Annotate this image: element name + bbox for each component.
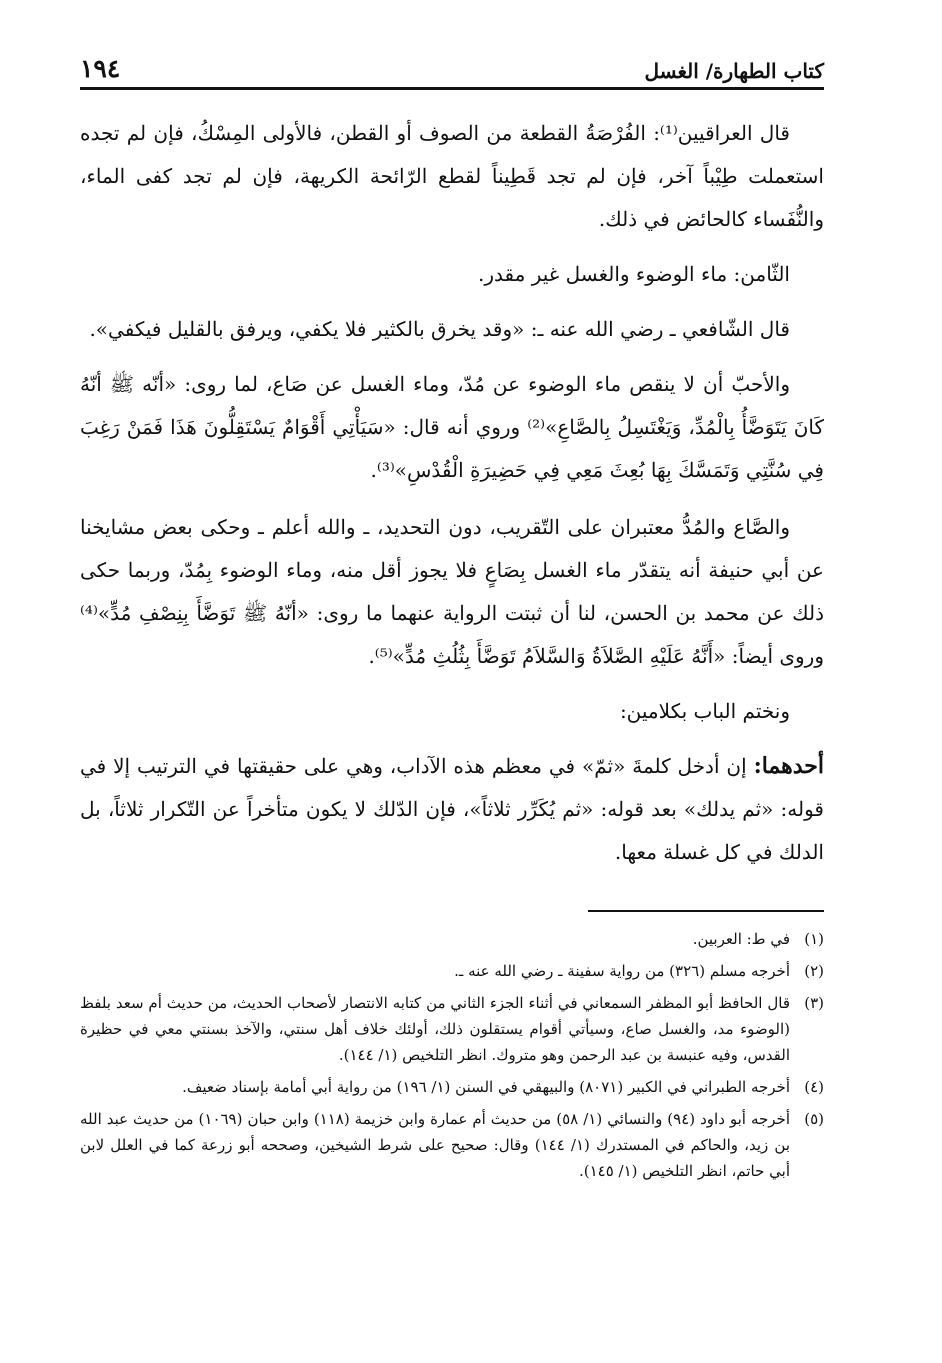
footnote-item <box>80 926 824 952</box>
paragraph-shafii: قال الشّافعي ـ رضي الله عنه ـ: «وقد يخرق بالكثير فلا يكفي، ويرفق بالقليل فيكفي». <box>89 317 790 341</box>
main-text <box>80 112 824 886</box>
first-point-text: إن أدخل كلمةَ «ثمّ» في معظم هذه الآداب، وهي على حقيقتها في الترتيب إلا في قوله: «ثم يدلك» بعد قوله: «ثم يُكَرِّر ثلاثاً»، فإن الدّلك لا يكون متأخراً عن التّكرار ثلاثاً، بل الدلك في كل غسلة معها. <box>80 754 824 864</box>
first-point-lead: أحدهما: <box>753 753 824 779</box>
footnote-text: أخرجه الطبراني في الكبير (٨٠٧١) والبيهقي في السنن (١/ ١٩٦) من رواية أبي أمامة بإسناد ضعيف. <box>182 1078 790 1096</box>
page-header <box>80 52 824 90</box>
footnote-separator <box>588 910 824 912</box>
footnote-item <box>80 1074 824 1100</box>
footnote-number: (٥) <box>804 1110 824 1128</box>
footnotes <box>80 910 824 1190</box>
footnote-number: (٢) <box>804 962 824 980</box>
footnote-item <box>80 990 824 1068</box>
paragraph-eighth: الثّامن: ماء الوضوء والغسل غير مقدر. <box>478 262 790 286</box>
footnote-item <box>80 1106 824 1184</box>
paragraph-conclusion-intro: ونختم الباب بكلامين: <box>619 699 790 723</box>
footnote-item <box>80 958 824 984</box>
paragraph-iraqiyyin: قال العراقيين⁽¹⁾: الفُرْصَةُ القطعة من الصوف أو القطن، فالأولى المِسْكُ، فإن لم تجده استعملت طِيْباً آخر، فإن لم تجد قَطِيناً لقطع الرّائحة الكريهة، فإن لم تجد كفى الماء، والنُّفَساء كالحائض في ذلك. <box>80 121 824 231</box>
footnote-text: أخرجه مسلم (٣٢٦) من رواية سفينة ـ رضي الله عنه ـ. <box>454 962 790 980</box>
footnote-number: (٤) <box>804 1078 824 1096</box>
paragraph-approximation: والصَّاع والمُدُّ معتبران على التّقريب، دون التحديد، ـ والله أعلم ـ وحكى بعض مشايخنا عن أبي حنيفة أنه يتقدّر ماء الغسل بِصَاعٍ فلا يجوز أقل منه، وماء الوضوء بِمُدّ، وربما حكى ذلك عن محمد بن الحسن، لنا أن ثبتت الرواية عنهما ما روى: «أنّهُ ﷺ تَوَضَّأَ بِنِصْفِ مُدٍّ»⁽⁴⁾ وروى أيضاً: «أَنَّهُ عَلَيْهِ الصَّلاَةُ وَالسَّلاَمُ تَوَضَّأَ بِثُلُثِ مُدٍّ»⁽⁵⁾. <box>80 515 824 668</box>
paragraph-mudd-saa: والأحبّ أن لا ينقص ماء الوضوء عن مُدّ، وماء الغسل عن صَاع، لما روى: «أنّه ﷺ أنّهُ كَانَ يَتَوَضَّأُ بِالْمُدِّ، وَيَغْتَسِلُ بِالصَّاعِ»⁽²⁾ وروي أنه قال: «سَيَأْتِي أَقْوَامٌ يَسْتَقِلُّونَ هَذَا فَمَنْ رَغِبَ فِي سُنَّتِي وَتَمَسَّكَ بِهَا بُعِثَ مَعِي فِي حَضِيرَةِ الْقُدْسِ»⁽³⁾. <box>80 372 824 482</box>
footnote-number: (١) <box>804 930 824 948</box>
running-title: كتاب الطهارة/ الغسل <box>644 59 824 83</box>
footnote-text: في ط: العربين. <box>692 930 790 948</box>
footnote-text: أخرجه أبو داود (٩٤) والنسائي (١/ ٥٨) من حديث أم عمارة وابن خزيمة (١١٨) وابن حبان (١٠٦٩) من حديث عبد الله بن زيد، والحاكم في المستدرك (١/ ١٤٤) وقال: صحيح على شرط الشيخين، وصححه أبو زرعة كما في العلل لابن أبي حاتم، انظر التلخيص (١/ ١٤٥). <box>80 1110 791 1180</box>
paragraph-first-point <box>80 745 824 874</box>
footnote-number: (٣) <box>804 994 824 1012</box>
footnote-text: قال الحافظ أبو المظفر السمعاني في أثناء الجزء الثاني من كتابه الانتصار لأصحاب الحديث، من حديث أم سعد بلفظ (الوضوء مد، والغسل صاع، وسيأتي أقوام يستقلون ذلك، أولئك خلاف أهل سنتي، والآخذ بسنتي معي في حظيرة القدس، وفيه عنبسة بن عبد الرحمن وهو متروك. انظر التلخيص (١/ ١٤٤). <box>80 994 790 1064</box>
page-number: ١٩٤ <box>80 54 121 83</box>
